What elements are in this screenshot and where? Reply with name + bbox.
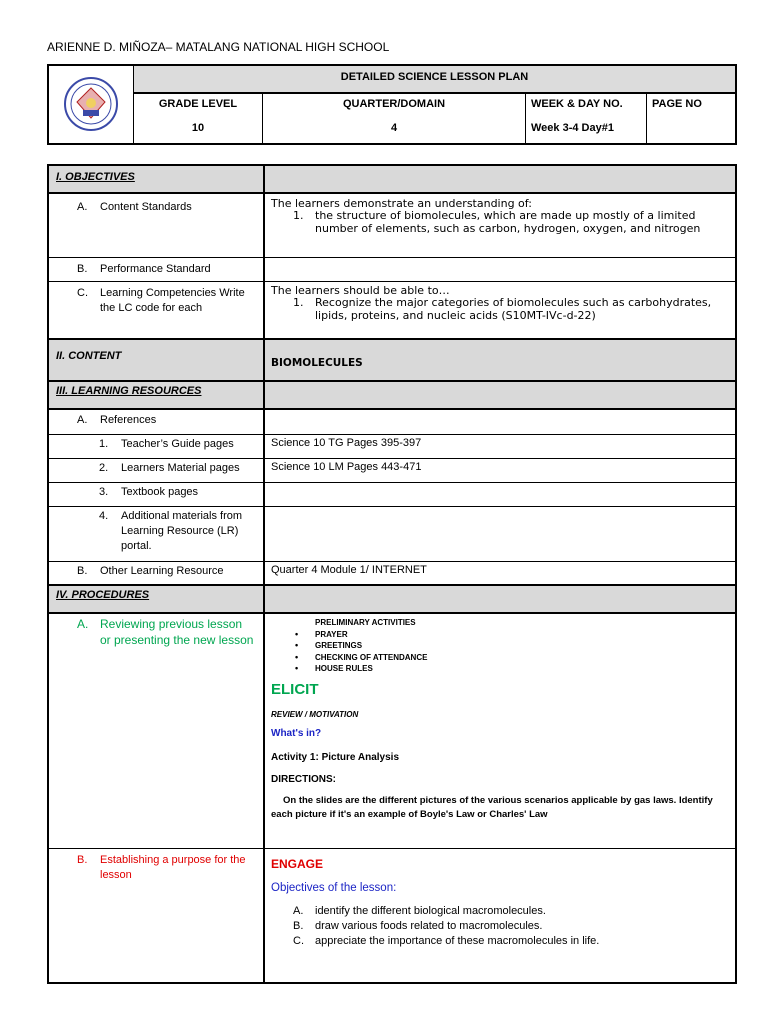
content-standards-label: Content Standards [100, 201, 192, 213]
other-resource-label: Other Learning Resource [100, 565, 224, 577]
competencies-label: Learning Competencies Write the LC code for each [100, 287, 245, 314]
objectives-heading: I. OBJECTIVES [56, 171, 135, 183]
competencies-item-no: 1. [293, 296, 304, 309]
tg-pages-row [49, 435, 735, 459]
preliminary-activities-title: PRELIMINARY ACTIVITIES [315, 618, 416, 627]
list-item: • PRAYER [295, 629, 427, 641]
tg-pages-label: Teacher’s Guide pages [121, 438, 234, 450]
lesson-objectives-list [293, 904, 599, 949]
grade-level-cell [134, 92, 263, 143]
tg-pages-marker: 1. [99, 438, 109, 450]
lesson-plan-table [47, 164, 737, 984]
week-day-cell [526, 92, 647, 143]
lm-pages-label: Learners Material pages [121, 462, 240, 474]
competencies-row [49, 282, 735, 340]
lm-pages-row [49, 459, 735, 483]
lesson-plan-header [47, 64, 737, 145]
additional-materials-row [49, 507, 735, 562]
lesson-objectives-label: Objectives of the lesson: [271, 882, 397, 894]
list-item: C. appreciate the importance of these macromolecules in life. [293, 935, 600, 947]
content-standards-row [49, 194, 735, 258]
performance-standard-label: Performance Standard [100, 263, 211, 275]
week-day-value: Week 3-4 Day#1 [531, 122, 614, 134]
directions-label: DIRECTIONS: [271, 774, 336, 785]
list-item: • GREETINGS [295, 640, 427, 652]
performance-standard-row [49, 258, 735, 282]
review-motivation-label: REVIEW / MOTIVATION [271, 710, 359, 719]
content-standards-marker: A. [77, 201, 88, 213]
list-item: A. identify the different biological macromolecules. [293, 905, 546, 917]
procedures-heading-row [49, 586, 735, 614]
resources-heading: III. LEARNING RESOURCES [56, 385, 202, 397]
procedure-b-row [49, 849, 735, 982]
references-label: References [100, 414, 157, 426]
procedure-a-marker: A. [77, 617, 89, 631]
school-line: ARIENNE D. MIÑOZA– MATALANG NATIONAL HIGH SCHOOL [47, 40, 390, 54]
deped-seal-logo [49, 66, 134, 143]
content-standards-item-no: 1. [293, 209, 304, 222]
content-heading: II. CONTENT [56, 350, 122, 362]
page-no-label: PAGE NO [652, 98, 702, 110]
additional-materials-marker: 4. [99, 510, 109, 522]
engage-heading: ENGAGE [271, 857, 324, 871]
list-item: • HOUSE RULES [295, 663, 427, 675]
whats-in-label: What's in? [271, 728, 322, 739]
procedure-a-label: Reviewing previous lesson or presenting the new lesson [100, 617, 254, 647]
other-resource-row [49, 562, 735, 586]
content-standards-item: the structure of biomolecules, which are made up mostly of a limited number of elements, such as carbon, hydrogen, oxygen, and nitrogen [315, 209, 701, 235]
quarter-domain-cell [263, 92, 526, 143]
lm-pages-value: Science 10 LM Pages 443-471 [271, 461, 422, 473]
list-item: B. draw various foods related to macromolecules. [293, 920, 543, 932]
grade-level-label: GRADE LEVEL [158, 98, 238, 110]
lm-pages-marker: 2. [99, 462, 109, 474]
textbook-pages-label: Textbook pages [121, 486, 199, 498]
procedure-a-row [49, 614, 735, 849]
directions-text: On the slides are the different pictures of the various scenarios applicable by gas laws. Identify each picture if it's an example of Boyle's Law or Charles' Law [271, 795, 713, 820]
competencies-intro: The learners should be able to… [271, 284, 450, 297]
content-row [49, 340, 735, 382]
quarter-domain-value: 4 [390, 122, 398, 134]
performance-standard-marker: B. [77, 263, 88, 275]
procedure-b-marker: B. [77, 854, 88, 866]
procedures-heading: IV. PROCEDURES [56, 589, 150, 601]
elicit-heading: ELICIT [271, 681, 319, 698]
textbook-pages-marker: 3. [99, 486, 109, 498]
other-resource-value: Quarter 4 Module 1/ INTERNET [271, 564, 427, 576]
additional-materials-label: Additional materials from Learning Resource (LR) portal. [121, 510, 243, 552]
grade-level-value: 10 [191, 122, 205, 134]
tg-pages-value: Science 10 TG Pages 395-397 [271, 437, 422, 449]
competencies-marker: C. [77, 287, 88, 299]
preliminary-activities-list [295, 617, 427, 675]
competencies-item: Recognize the major categories of biomolecules such as carbohydrates, lipids, proteins, and nucleic acids (S10MT-IVc-d-22) [315, 296, 712, 322]
content-standards-intro: The learners demonstrate an understanding of: [271, 197, 532, 210]
references-marker: A. [77, 414, 88, 426]
activity-title: Activity 1: Picture Analysis [271, 752, 400, 763]
week-day-label: WEEK & DAY NO. [531, 98, 623, 110]
page-no-cell [647, 92, 735, 143]
resources-heading-row [49, 382, 735, 410]
references-row [49, 410, 735, 435]
other-resource-marker: B. [77, 565, 88, 577]
list-item: • CHECKING OF ATTENDANCE [295, 652, 427, 664]
lesson-plan-title: DETAILED SCIENCE LESSON PLAN [134, 66, 735, 94]
content-value: BIOMOLECULES [271, 357, 363, 369]
objectives-heading-row [49, 166, 735, 194]
quarter-domain-label: QUARTER/DOMAIN [342, 98, 446, 110]
textbook-pages-row [49, 483, 735, 507]
procedure-b-label: Establishing a purpose for the lesson [100, 854, 246, 881]
